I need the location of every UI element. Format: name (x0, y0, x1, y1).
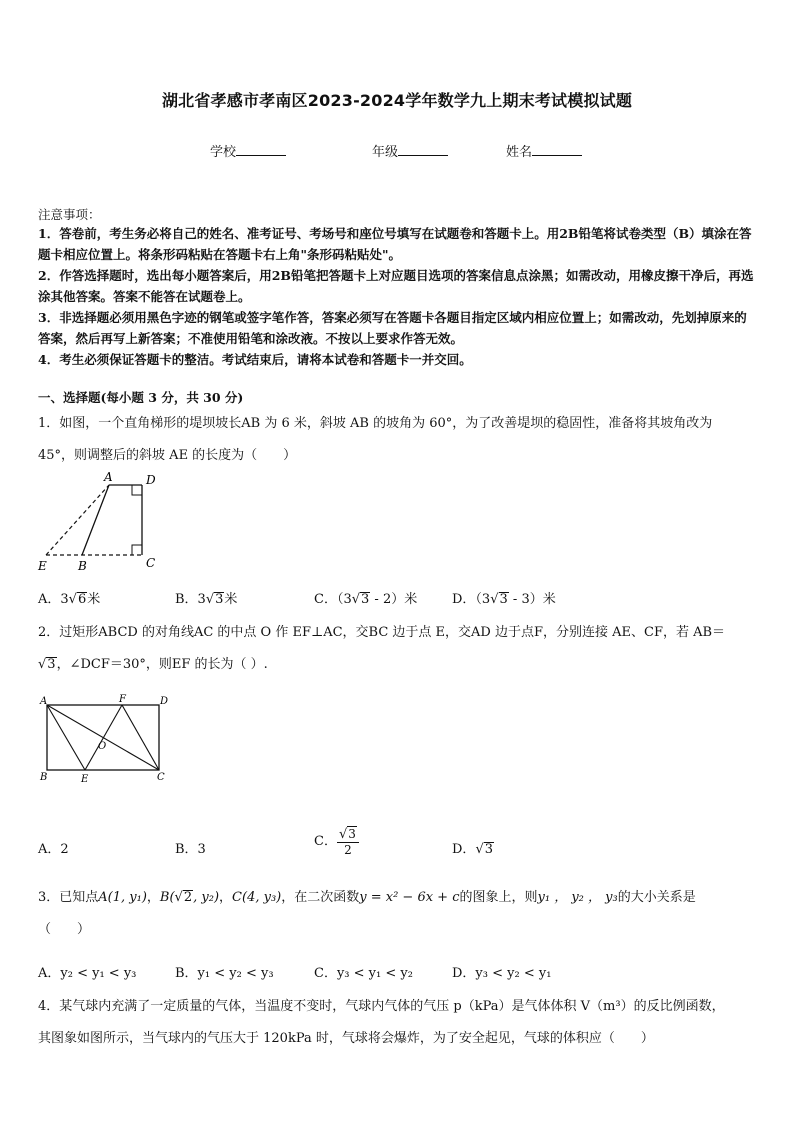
question-1-option-c[interactable]: C．（3√3 - 2）米 (314, 592, 418, 607)
section-title: 一、选择题(每小题 3 分，共 30 分) (38, 390, 244, 405)
question-1 (38, 408, 758, 472)
page-title: 湖北省孝感市孝南区2023-2024学年数学九上期末考试模拟试题 (161, 91, 633, 110)
name-label: 姓名 (506, 145, 533, 160)
label-e: E (81, 774, 89, 785)
label-a: A (104, 470, 113, 484)
question-2-option-c[interactable]: C． $\frac{√3}{2}$ (314, 826, 359, 857)
question-2-option-d[interactable]: D．√3 (452, 842, 494, 857)
question-1-trapezoid-figure (34, 470, 164, 575)
fraction: $\frac{√3}{2}$ (337, 826, 359, 857)
notice-item: 3．非选择题必须用黑色字迹的钢笔或签字笔作答，答案必须写在答题卡各题目指定区域内相应位置上；如需改动，先划掉原来的答案，然后再写上新答案；不准使用铅笔和涂改液。不按以上要求作答无效。 (38, 310, 747, 346)
name-blank (532, 143, 582, 156)
question-2-rectangle-figure (34, 692, 174, 787)
question-1-option-b[interactable]: B．3√3米 (175, 592, 238, 607)
question-2-option-b[interactable]: B．3 (175, 842, 206, 857)
question-1-line-1: 1．如图，一个直角梯形的堤坝坡长AB 为 6 米，斜坡 AB 的坡角为 60°，为了改善堤坝的稳固性，准备将其坡角改为 (38, 416, 713, 431)
question-3-option-b[interactable]: B．y₁ < y₂ < y₃ (175, 966, 274, 981)
grade-blank (398, 143, 448, 156)
question-2-option-a[interactable]: A．2 (38, 842, 69, 857)
question-1-option-a[interactable]: A．3√6米 (38, 592, 101, 607)
notice-item: 2．作答选择题时，选出每小题答案后，用2B铅笔把答题卡上对应题目选项的答案信息点涂黑；如需改动，用橡皮擦干净后，再选涂其他答案。答案不能答在试题卷上。 (38, 268, 754, 304)
name-field (506, 141, 582, 160)
notice-item: 1．答卷前，考生务必将自己的姓名、准考证号、考场号和座位号填写在试题卷和答题卡上。用2B铅笔将试卷类型（B）填涂在答题卡相应位置上。将条形码粘贴在答题卡右上角"条形码粘贴处"。 (38, 226, 752, 262)
notice-heading: 注意事项： (38, 207, 101, 222)
grade-label: 年级 (372, 145, 399, 160)
label-o: O (98, 741, 107, 752)
question-3 (38, 882, 758, 946)
label-d: D (146, 473, 156, 487)
question-1-line-2: 45°，则调整后的斜坡 AE 的长度为（ ） (38, 448, 297, 463)
label-a: A (40, 696, 48, 707)
grade-field (372, 141, 448, 160)
question-4 (38, 991, 758, 1055)
notice-list (38, 223, 758, 370)
school-label: 学校 (210, 145, 237, 160)
label-b: B (40, 772, 48, 783)
question-3-option-a[interactable]: A．y₂ < y₁ < y₃ (38, 966, 137, 981)
question-2 (38, 617, 758, 681)
question-3-line-1: 3．已知点A(1, y₁)，B(√2, y₂)，C(4, y₃)，在二次函数y = x² − 6x + c的图象上，则y₁ ， y₂ ， y₃的大小关系是 (38, 890, 696, 905)
question-2-line-1: 2．过矩形ABCD 的对角线AC 的中点 O 作 EF⊥AC，交BC 边于点 E，交AD 边于点F，分别连接 AE、CF，若 AB＝ (38, 625, 726, 640)
label-c: C (157, 772, 165, 783)
label-d: D (160, 696, 169, 707)
notice-item: 4．考生必须保证答题卡的整洁。考试结束后，请将本试卷和答题卡一并交回。 (38, 352, 472, 367)
question-3-option-d[interactable]: D．y₃ < y₂ < y₁ (452, 966, 552, 981)
school-field (210, 141, 286, 160)
label-c: C (146, 556, 156, 570)
question-3-option-c[interactable]: C．y₃ < y₁ < y₂ (314, 966, 413, 981)
question-2-line-2: √3，∠DCF＝30°，则EF 的长为（ ）. (38, 657, 268, 672)
label-f: F (119, 694, 126, 705)
question-3-line-2: （ ） (38, 922, 91, 937)
question-1-option-d[interactable]: D．（3√3 - 3）米 (452, 592, 556, 607)
label-e: E (38, 559, 47, 573)
label-b: B (78, 559, 87, 573)
question-4-line-2: 其图象如图所示，当气球内的气压大于 120kPa 时，气球将会爆炸，为了安全起见，气球的体积应（ ） (38, 1031, 654, 1046)
question-4-line-1: 4．某气球内充满了一定质量的气体，当温度不变时，气球内气体的气压 p（kPa）是气体体积 V（m³）的反比例函数， (38, 999, 725, 1014)
school-blank (236, 143, 286, 156)
